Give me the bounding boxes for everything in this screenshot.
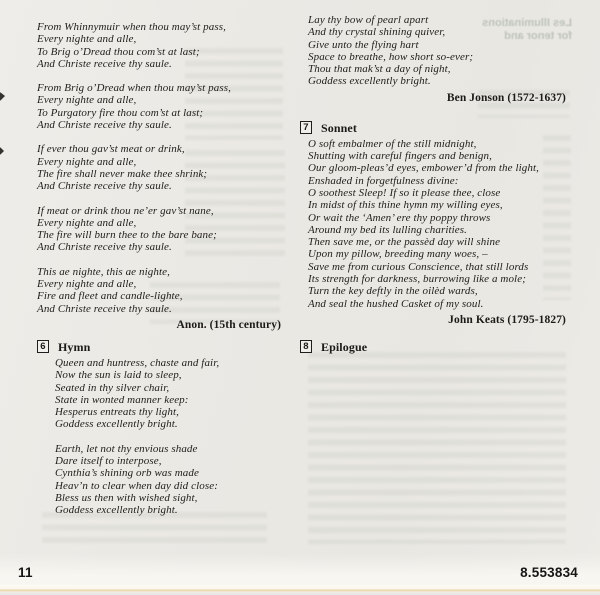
bleed-through-line: Les Illuminations <box>482 17 572 29</box>
poem-line: Goddess excellently bright. <box>55 418 178 431</box>
section-heading-hymn <box>37 340 281 354</box>
dirge-stanza-5 <box>37 266 281 315</box>
poem-line: Every nighte and alle, <box>37 33 137 46</box>
poem-line: O soft embalmer of the still midnight, <box>308 137 477 150</box>
poem-line: And Christe receive thy saule. <box>37 57 172 70</box>
poem-line: If ever thou gav’st meat or drink, <box>37 143 185 156</box>
track-number-box: 6 <box>37 340 49 353</box>
poem-line: Or wait the ‘Amen’ ere thy poppy throws <box>308 211 491 224</box>
poem-line: Upon my pillow, breeding many woes, – <box>308 248 488 261</box>
section-title: Hymn <box>58 339 91 354</box>
poem-line: Every nighte and alle, <box>37 155 137 168</box>
dirge-attribution: Anon. (15th century) <box>176 318 281 331</box>
section-heading-epilogue <box>300 340 566 354</box>
poem-line: Fire and fleet and candle-lighte, <box>37 290 183 303</box>
hymn-stanza-1 <box>55 357 281 431</box>
poem-line: In midst of this thine hymn my willing eyes, <box>308 199 503 212</box>
poem-line: And Christe receive thy saule. <box>37 180 172 193</box>
poem-line: And thy crystal shining quiver, <box>308 26 446 39</box>
poem-line: Bless us then with wished sight, <box>55 491 198 504</box>
footer-page-number: 11 <box>18 565 33 580</box>
section-title: Epilogue <box>321 339 368 354</box>
poem-line: Hesperus entreats thy light, <box>55 406 179 419</box>
poem-line: And Christe receive thy saule. <box>37 119 172 132</box>
dirge-stanza-4 <box>37 205 281 254</box>
poem-line: And seal the hushed Casket of my soul. <box>308 297 484 310</box>
poem-line: Every nighte and alle, <box>37 94 137 107</box>
poem-line: From Brig o’Dread when thou may’st pass, <box>37 82 231 95</box>
poem-line: O soothest Sleep! If so it please thee, close <box>308 186 501 199</box>
footer-catalog-number: 8.553834 <box>520 565 578 580</box>
page-bottom-edge <box>0 583 600 595</box>
dirge-stanza-3 <box>37 143 281 192</box>
dirge-stanza-2 <box>37 82 281 131</box>
poem-line: Save me from curious Conscience, that still lords <box>308 260 529 273</box>
poem-line: Every nighte and alle, <box>37 278 137 291</box>
binding-mark <box>0 92 5 101</box>
poem-line: Seated in thy silver chair, <box>55 381 170 394</box>
poem-line: Our gloom-pleas’d eyes, embower’d from the light, <box>308 162 539 175</box>
poem-line: Cynthia’s shining orb was made <box>55 467 199 480</box>
poem-line: And Christe receive thy saule. <box>37 302 172 315</box>
poem-line: From Whinnymuir when thou may’st pass, <box>37 21 226 33</box>
poem-line: Now the sun is laid to sleep, <box>55 369 182 382</box>
bleed-through-line: for tenor and <box>504 30 572 42</box>
poem-line: Lay thy bow of pearl apart <box>308 14 429 26</box>
poem-line: Its strength for darkness, burrowing like a mole; <box>308 273 526 286</box>
poem-line: To Purgatory fire thou com’st at last; <box>37 106 204 119</box>
track-number-box: 8 <box>300 340 312 353</box>
poem-line: Thou that mak’st a day of night, <box>308 63 451 76</box>
poem-line: Earth, let not thy envious shade <box>55 442 198 455</box>
right-column <box>300 14 566 357</box>
binding-mark <box>0 147 4 155</box>
hymn-stanza-2 <box>55 443 281 517</box>
poem-line: To Brig o’Dread thou com’st at last; <box>37 45 200 58</box>
poem-line: Around my bed its lulling charities. <box>308 223 468 236</box>
section-heading-sonnet <box>300 121 566 135</box>
poem-line: Heav’n to clear when day did close: <box>55 479 218 492</box>
poem-line: Queen and huntress, chaste and fair, <box>55 356 220 369</box>
poem-line: Goddess excellently bright. <box>55 504 178 517</box>
poem-line: And Christe receive thy saule. <box>37 241 172 254</box>
poem-line: Goddess excellently bright. <box>308 75 431 88</box>
poem-line: This ae nighte, this ae nighte, <box>37 265 170 278</box>
sonnet-stanza <box>308 138 566 310</box>
hymn-attribution: Ben Jonson (1572-1637) <box>446 91 566 104</box>
poem-line: Dare itself to interpose, <box>55 455 162 468</box>
hymn-stanza-3 <box>308 14 566 88</box>
poem-line: Space to breathe, how short so-ever; <box>308 50 474 63</box>
poem-line: Give unto the flying hart <box>308 38 419 51</box>
poem-line: If meat or drink thou ne’er gav’st nane, <box>37 204 214 217</box>
poem-line: Then save me, or the passèd day will shine <box>308 236 501 249</box>
poem-line: Every nighte and alle, <box>37 216 137 229</box>
left-column <box>37 21 281 529</box>
poem-line: Turn the key deftly in the oilèd wards, <box>308 285 478 298</box>
poem-line: State in wonted manner keep: <box>55 393 189 406</box>
bleed-through-smudge <box>308 352 566 544</box>
poem-line: Shutting with careful fingers and benign, <box>308 150 492 163</box>
poem-line: The fire will burn thee to the bare bane; <box>37 229 217 242</box>
track-number-box: 7 <box>300 121 312 134</box>
section-title: Sonnet <box>321 120 357 135</box>
dirge-stanza-1 <box>37 21 281 70</box>
poem-line: Enshaded in forgetfulness divine: <box>308 174 459 187</box>
sonnet-attribution: John Keats (1795-1827) <box>448 313 566 326</box>
poem-line: The fire shall never make thee shrink; <box>37 167 208 180</box>
